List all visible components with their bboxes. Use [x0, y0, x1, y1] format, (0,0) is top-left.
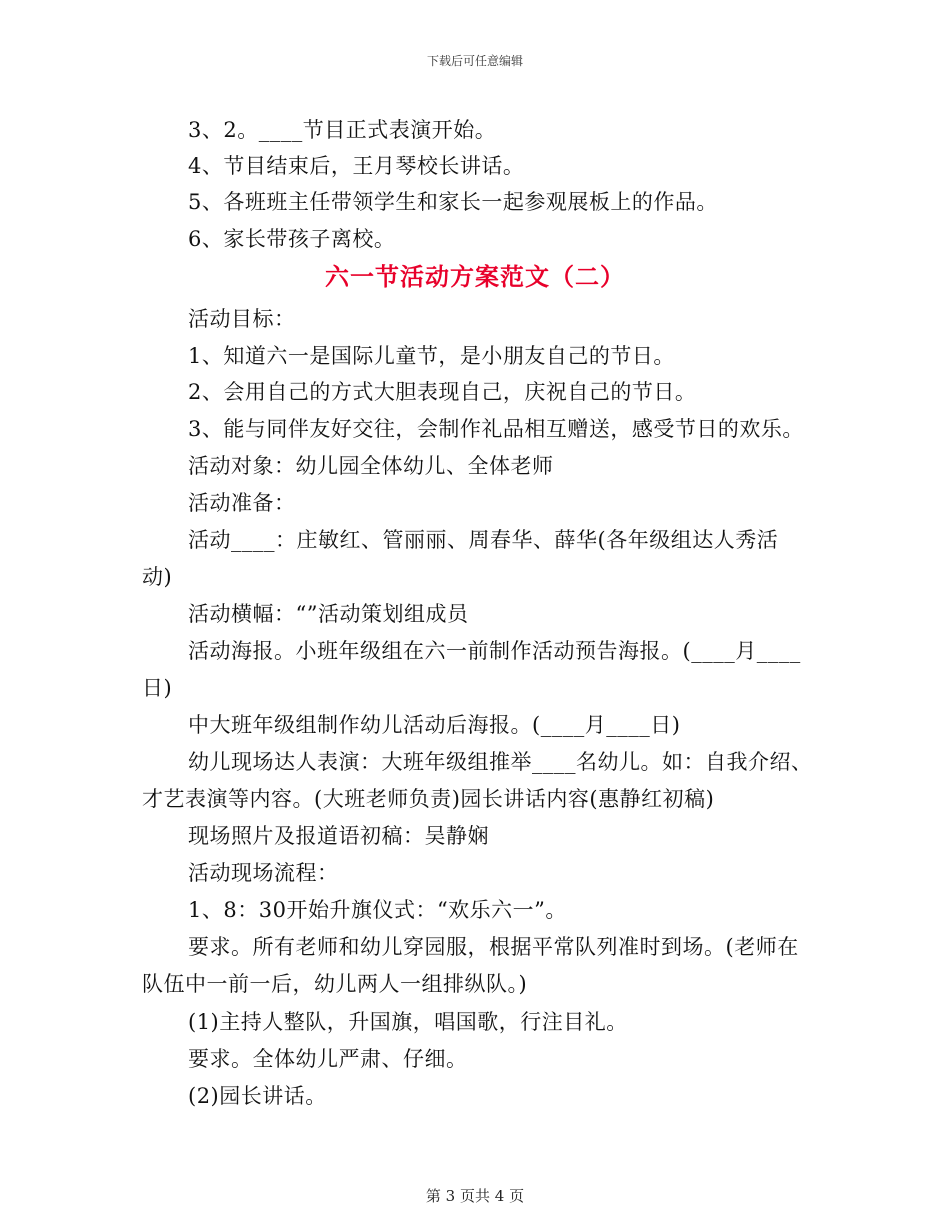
flow-subitem: (2)园长讲话。 — [188, 1084, 327, 1108]
poster-line-continued: 日) — [142, 676, 173, 700]
list-item: 5、各班班主任带领学生和家长一起参观展板上的作品。 — [188, 190, 718, 214]
page-number: 第 3 页共 4 页 — [425, 1187, 525, 1205]
goal-item: 1、知道六一是国际儿童节，是小朋友自己的节日。 — [188, 344, 675, 368]
show-line: 幼儿现场达人表演：大班年级组推举____名幼儿。如：自我介绍、 — [188, 750, 813, 774]
prep-people: 活动____：庄敏红、管丽丽、周春华、薛华(各年级组达人秀活 — [188, 528, 779, 552]
list-item: 4、节目结束后，王月琴校长讲话。 — [188, 154, 525, 178]
goal-item: 2、会用自己的方式大胆表现自己，庆祝自己的节日。 — [188, 380, 697, 404]
page-header-note: 下载后可任意编辑 — [426, 54, 523, 68]
requirement-line: 要求。所有老师和幼儿穿园服，根据平常队列准时到场。(老师在 — [188, 935, 799, 959]
section-title: 六一节活动方案范文（二） — [325, 263, 625, 291]
flow-heading: 活动现场流程： — [188, 861, 339, 885]
prep-people-continued: 动) — [142, 565, 173, 589]
list-item: 6、家长带孩子离校。 — [188, 227, 396, 251]
flow-subitem: (1)主持人整队，升国旗，唱国歌，行注目礼。 — [188, 1010, 628, 1034]
goal-heading: 活动目标： — [188, 307, 296, 331]
flow-item: 1、8：30开始升旗仪式：“欢乐六一”。 — [188, 898, 567, 922]
goal-item: 3、能与同伴友好交往，会制作礼品相互赠送，感受节日的欢乐。 — [188, 417, 804, 441]
show-line-continued: 才艺表演等内容。(大班老师负责)园长讲话内容(惠静红初稿) — [142, 787, 715, 811]
prep-heading: 活动准备： — [188, 491, 296, 515]
list-item: 3、2。____节目正式表演开始。 — [188, 118, 497, 142]
poster-mid-line: 中大班年级组制作幼儿活动后海报。(____月____日) — [188, 713, 681, 737]
banner-line: 活动横幅：“”活动策划组成员 — [188, 602, 469, 626]
poster-line: 活动海报。小班年级组在六一前制作活动预告海报。(____月____ — [188, 639, 801, 663]
requirement-line: 要求。全体幼儿严肃、仔细。 — [188, 1047, 468, 1071]
requirement-line-continued: 队伍中一前一后，幼儿两人一组排纵队。) — [142, 972, 528, 996]
activity-target: 活动对象：幼儿园全体幼儿、全体老师 — [188, 454, 554, 478]
photo-line: 现场照片及报道语初稿：吴静娴 — [188, 824, 489, 848]
